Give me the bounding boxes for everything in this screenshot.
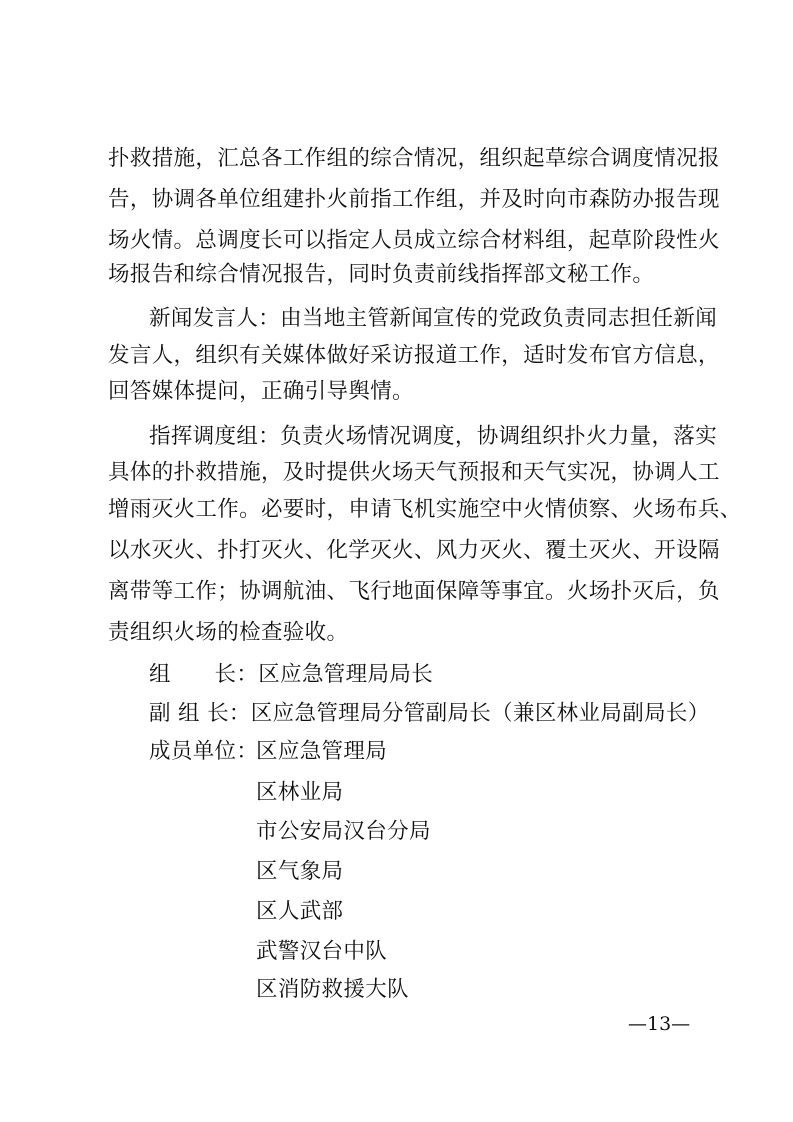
leader-line: 组 长：区应急管理局局长 [149, 662, 434, 687]
paragraph-1-line-4: 场报告和综合情况报告，同时负责前线指挥部文秘工作。 [108, 262, 655, 287]
member-unit: 区人武部 [256, 899, 344, 924]
paragraph-2-line-2: 发言人，组织有关媒体做好采访报道工作，适时发布官方信息， [108, 343, 720, 368]
member-unit: 区气象局 [256, 859, 344, 884]
paragraph-1-line-3: 场火情。总调度长可以指定人员成立综合材料组，起草阶段性火 [108, 228, 720, 253]
member-unit: 市公安局汉台分局 [256, 819, 431, 844]
paragraph-2-line-1: 新闻发言人：由当地主管新闻宣传的党政负责同志担任新闻 [149, 306, 718, 331]
paragraph-3-line-4: 以水灭火、扑打灭火、化学灭火、风力灭火、覆土灭火、开设隔 [108, 538, 720, 563]
paragraph-2-line-3: 回答媒体提问，正确引导舆情。 [108, 379, 414, 404]
member-unit: 区林业局 [256, 780, 344, 805]
deputy-leader-line: 副 组 长：区应急管理局分管副局长（兼区林业局副局长） [149, 701, 710, 726]
paragraph-3-line-3: 增雨灭火工作。必要时，申请飞机实施空中火情侦察、火场布兵、 [108, 497, 742, 522]
paragraph-3-line-6: 责组织火场的检查验收。 [108, 620, 349, 645]
paragraph-1-line-1: 扑救措施，汇总各工作组的综合情况，组织起草综合调度情况报 [108, 146, 720, 171]
paragraph-3-line-1: 指挥调度组：负责火场情况调度，协调组织扑火力量，落实 [149, 424, 718, 449]
paragraph-3-line-5: 离带等工作；协调航油、飞行地面保障等事宜。火场扑灭后，负 [108, 579, 720, 604]
member-units-label: 成员单位： [149, 739, 259, 764]
member-unit: 区应急管理局 [256, 739, 388, 764]
page-number: —13— [628, 1013, 691, 1035]
member-unit: 武警汉台中队 [256, 939, 388, 964]
member-unit: 区消防救援大队 [256, 977, 409, 1002]
paragraph-1-line-2: 告，协调各单位组建扑火前指工作组，并及时向市森防办报告现 [108, 187, 720, 212]
paragraph-3-line-2: 具体的扑救措施，及时提供火场天气预报和天气实况，协调人工 [108, 460, 720, 485]
